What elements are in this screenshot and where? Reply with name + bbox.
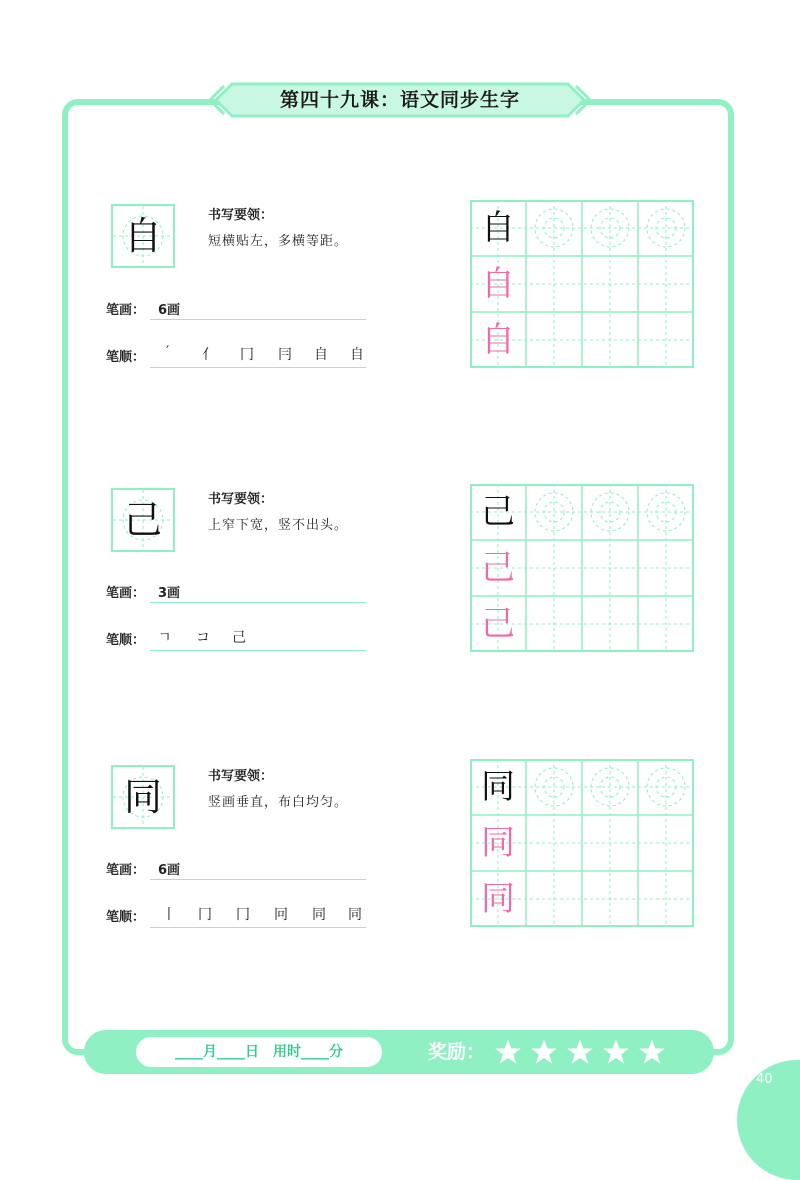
practice-char: 己	[481, 492, 515, 532]
reward-stars	[494, 1038, 674, 1066]
stroke-step: ′	[166, 344, 170, 360]
stroke-step: 冃	[278, 347, 292, 363]
stroke-step: ㄱ	[158, 630, 172, 646]
star-icon[interactable]	[602, 1038, 630, 1066]
strokes-line	[150, 879, 366, 880]
practice-char: 自	[481, 208, 515, 248]
strokes-line	[150, 319, 366, 320]
practice-grid	[470, 484, 694, 652]
strokes-count: 6画	[158, 863, 181, 878]
title-banner	[210, 82, 590, 118]
stroke-step: 丨	[162, 907, 176, 923]
order-line	[150, 927, 366, 928]
tips-heading: 书写要领：	[208, 769, 274, 784]
tips-text: 竖画垂直，布白均匀。	[208, 795, 349, 810]
strokes-label: 笔画：	[106, 586, 146, 601]
star-icon[interactable]	[530, 1038, 558, 1066]
strokes-line	[150, 602, 366, 603]
stroke-step: 自	[350, 347, 364, 363]
stroke-step: 冂	[236, 907, 250, 923]
order-label: 笔顺：	[106, 910, 146, 925]
stroke-order	[150, 627, 366, 647]
practice-char-trace: 同	[481, 823, 515, 863]
character: 己	[123, 498, 162, 542]
stroke-step: 冋	[274, 907, 288, 923]
reward-label: 奖励：	[428, 1041, 486, 1063]
stroke-order	[150, 904, 366, 924]
practice-char-trace: 自	[481, 320, 515, 360]
stroke-step: 冂	[198, 907, 212, 923]
practice-char-trace: 同	[481, 879, 515, 919]
lesson-section-2	[0, 488, 800, 668]
stroke-order	[150, 344, 366, 364]
stroke-step: 己	[232, 630, 246, 646]
tips-text: 上窄下宽，竖不出头。	[208, 518, 349, 533]
lesson-section-1	[0, 204, 800, 384]
character-box	[111, 488, 175, 552]
order-label: 笔顺：	[106, 633, 146, 648]
stroke-step: 同	[312, 907, 326, 923]
strokes-count: 3画	[158, 586, 181, 601]
stroke-step: 自	[314, 347, 328, 363]
character: 自	[123, 214, 162, 258]
practice-char: 同	[481, 767, 515, 807]
order-line	[150, 367, 366, 368]
practice-grid	[470, 200, 694, 368]
strokes-label: 笔画：	[106, 303, 146, 318]
tips-text: 短横贴左，多横等距。	[208, 234, 349, 249]
order-line	[150, 650, 366, 651]
stroke-step: 同	[348, 907, 362, 923]
strokes-label: 笔画：	[106, 863, 146, 878]
practice-char-trace: 己	[481, 604, 515, 644]
character-box	[111, 204, 175, 268]
character: 同	[123, 775, 162, 819]
star-icon[interactable]	[638, 1038, 666, 1066]
stroke-step: コ	[196, 630, 210, 646]
practice-char-trace: 自	[481, 264, 515, 304]
order-label: 笔顺：	[106, 350, 146, 365]
lesson-section-3	[0, 765, 800, 945]
page-title: 第四十九课：语文同步生字	[279, 89, 520, 111]
page-number: 40	[756, 1072, 773, 1087]
practice-grid	[470, 759, 694, 927]
date-time-field[interactable]: ____月____日 用时____分	[136, 1037, 382, 1067]
tips-heading: 书写要领：	[208, 208, 274, 223]
practice-char-trace: 己	[481, 548, 515, 588]
footer-bar	[84, 1030, 714, 1074]
character-box	[111, 765, 175, 829]
stroke-step: 亻	[202, 347, 216, 363]
strokes-count: 6画	[158, 303, 181, 318]
stroke-step: 冂	[240, 347, 254, 363]
tips-heading: 书写要领：	[208, 492, 274, 507]
star-icon[interactable]	[494, 1038, 522, 1066]
star-icon[interactable]	[566, 1038, 594, 1066]
